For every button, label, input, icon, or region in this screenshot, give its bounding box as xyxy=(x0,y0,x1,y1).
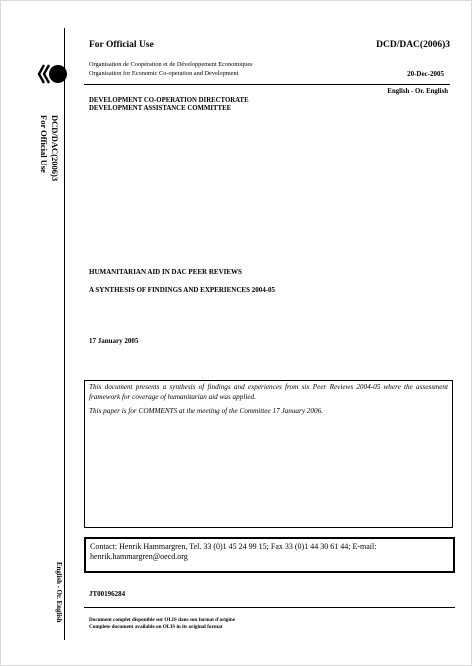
jt-number: JT00196284 xyxy=(89,590,126,598)
org-name-en: Organisation for Economic Co-operation and Development xyxy=(89,70,239,77)
footer-note-fr: Document complet disponible sur OLIS dans son format d'origine xyxy=(89,617,236,623)
abstract-paragraph-1: This document presents a synthesis of findings and experiences from six Peer Reviews 2004-05 where the assessment framework for coverage of humanitarian aid was applied. xyxy=(89,383,448,401)
abstract-box xyxy=(84,380,453,528)
doc-date: 17 January 2005 xyxy=(89,337,139,345)
directorate-line-1: DEVELOPMENT CO-OPERATION DIRECTORATE xyxy=(89,97,249,104)
doc-title: HUMANITARIAN AID IN DAC PEER REVIEWS xyxy=(89,268,242,276)
header-rule xyxy=(84,84,450,85)
doc-subtitle: A SYNTHESIS OF FINDINGS AND EXPERIENCES 2004-05 xyxy=(89,286,276,294)
directorate-line-2: DEVELOPMENT ASSISTANCE COMMITTEE xyxy=(89,105,232,112)
sidebar-language: English - Or. English xyxy=(55,562,62,623)
footer-note-en: Complete document available on OLIS in its original format xyxy=(89,624,223,630)
abstract-paragraph-2: This paper is for COMMENTS at the meeting of the Committee 17 January 2006. xyxy=(89,407,323,416)
doc-date-header: 20-Dec-2005 xyxy=(407,70,444,78)
oecd-logo-icon xyxy=(37,61,67,87)
sidebar-classification: For Official Use xyxy=(39,115,49,173)
doc-code-header: DCD/DAC(2006)3 xyxy=(376,40,450,50)
contact-box: Contact: Henrik Hammargren, Tel. 33 (0)1 45 24 99 15; Fax 33 (0)1 44 30 61 44; E-mail: henrik.hammargren@oecd.org xyxy=(84,537,455,573)
org-name-fr: Organisation de Coopération et de Développement Economiques xyxy=(89,61,253,68)
footer-rule xyxy=(84,607,455,608)
margin-rule xyxy=(64,28,65,640)
language-header: English - Or. English xyxy=(387,88,448,95)
classification-header: For Official Use xyxy=(89,40,154,50)
sidebar-doc-code: DCD/DAC(2006)3 xyxy=(50,115,60,182)
